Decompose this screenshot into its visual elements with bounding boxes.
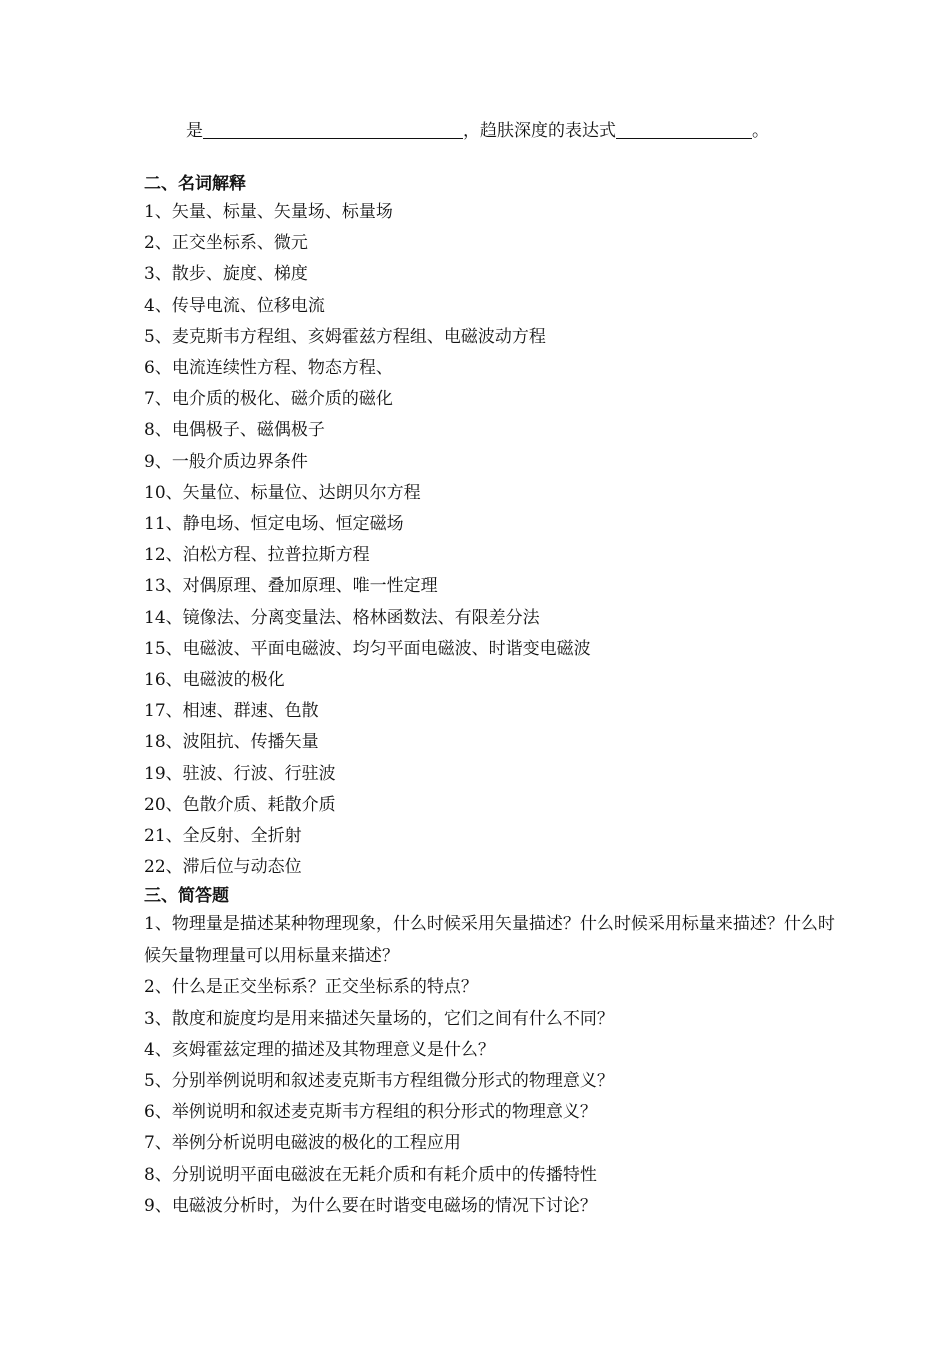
list-item: 16、电磁波的极化 [144,670,285,691]
list-item: 21、全反射、全折射 [144,826,302,847]
list-item: 6、电流连续性方程、物态方程、 [144,358,393,379]
document-body [144,171,844,1222]
section-heading-terms: 二、名词解释 [144,174,246,194]
list-item: 12、泊松方程、拉普拉斯方程 [144,545,370,566]
short-answer-list [144,909,844,1222]
list-item: 5、分别举例说明和叙述麦克斯韦方程组微分形式的物理意义？ [144,1071,614,1092]
intro-middle: ，趋肤深度的表达式 [463,121,616,141]
list-item: 17、相速、群速、色散 [144,701,319,722]
intro-suffix: 。 [752,121,769,141]
list-item: 11、静电场、恒定电场、恒定磁场 [144,514,404,535]
list-item: 3、散步、旋度、梯度 [144,264,308,285]
list-item: 8、分别说明平面电磁波在无耗介质和有耗介质中的传播特性 [144,1164,597,1185]
intro-prefix: 是 [186,121,203,141]
list-item: 18、波阻抗、传播矢量 [144,732,319,753]
list-item: 13、对偶原理、叠加原理、唯一性定理 [144,576,438,597]
list-item: 5、麦克斯韦方程组、亥姆霍兹方程组、电磁波动方程 [144,326,546,347]
list-item: 15、电磁波、平面电磁波、均匀平面电磁波、时谐变电磁波 [144,638,591,659]
list-item: 9、电磁波分析时，为什么要在时谐变电磁场的情况下讨论？ [144,1195,597,1216]
list-item: 1、物理量是描述某种物理现象，什么时候采用矢量描述？什么时候采用标量来描述？什么时候矢量物理量可以用标量来描述？ [144,914,835,966]
list-item: 8、电偶极子、磁偶极子 [144,420,325,441]
list-item: 4、亥姆霍兹定理的描述及其物理意义是什么？ [144,1039,495,1060]
answer-blank-1 [203,120,463,139]
list-item: 20、色散介质、耗散介质 [144,794,336,815]
answer-blank-2 [616,120,752,139]
list-item: 7、电介质的极化、磁介质的磁化 [144,389,393,410]
fill-in-question-tail [186,119,769,143]
list-item: 4、传导电流、位移电流 [144,295,325,316]
list-item: 14、镜像法、分离变量法、格林函数法、有限差分法 [144,607,540,628]
section-heading-short-answer: 三、简答题 [144,886,229,907]
terms-list [144,197,844,883]
list-item: 10、矢量位、标量位、达朗贝尔方程 [144,482,421,503]
list-item: 6、举例说明和叙述麦克斯韦方程组的积分形式的物理意义？ [144,1102,597,1123]
list-item: 7、举例分析说明电磁波的极化的工程应用 [144,1133,461,1154]
list-item: 19、驻波、行波、行驻波 [144,763,336,784]
list-item: 3、散度和旋度均是用来描述矢量场的，它们之间有什么不同？ [144,1008,614,1029]
list-item: 2、什么是正交坐标系？正交坐标系的特点？ [144,977,478,998]
list-item: 22、滞后位与动态位 [144,857,302,878]
list-item: 1、矢量、标量、矢量场、标量场 [144,202,393,222]
list-item: 9、一般介质边界条件 [144,451,308,472]
list-item: 2、正交坐标系、微元 [144,233,308,254]
